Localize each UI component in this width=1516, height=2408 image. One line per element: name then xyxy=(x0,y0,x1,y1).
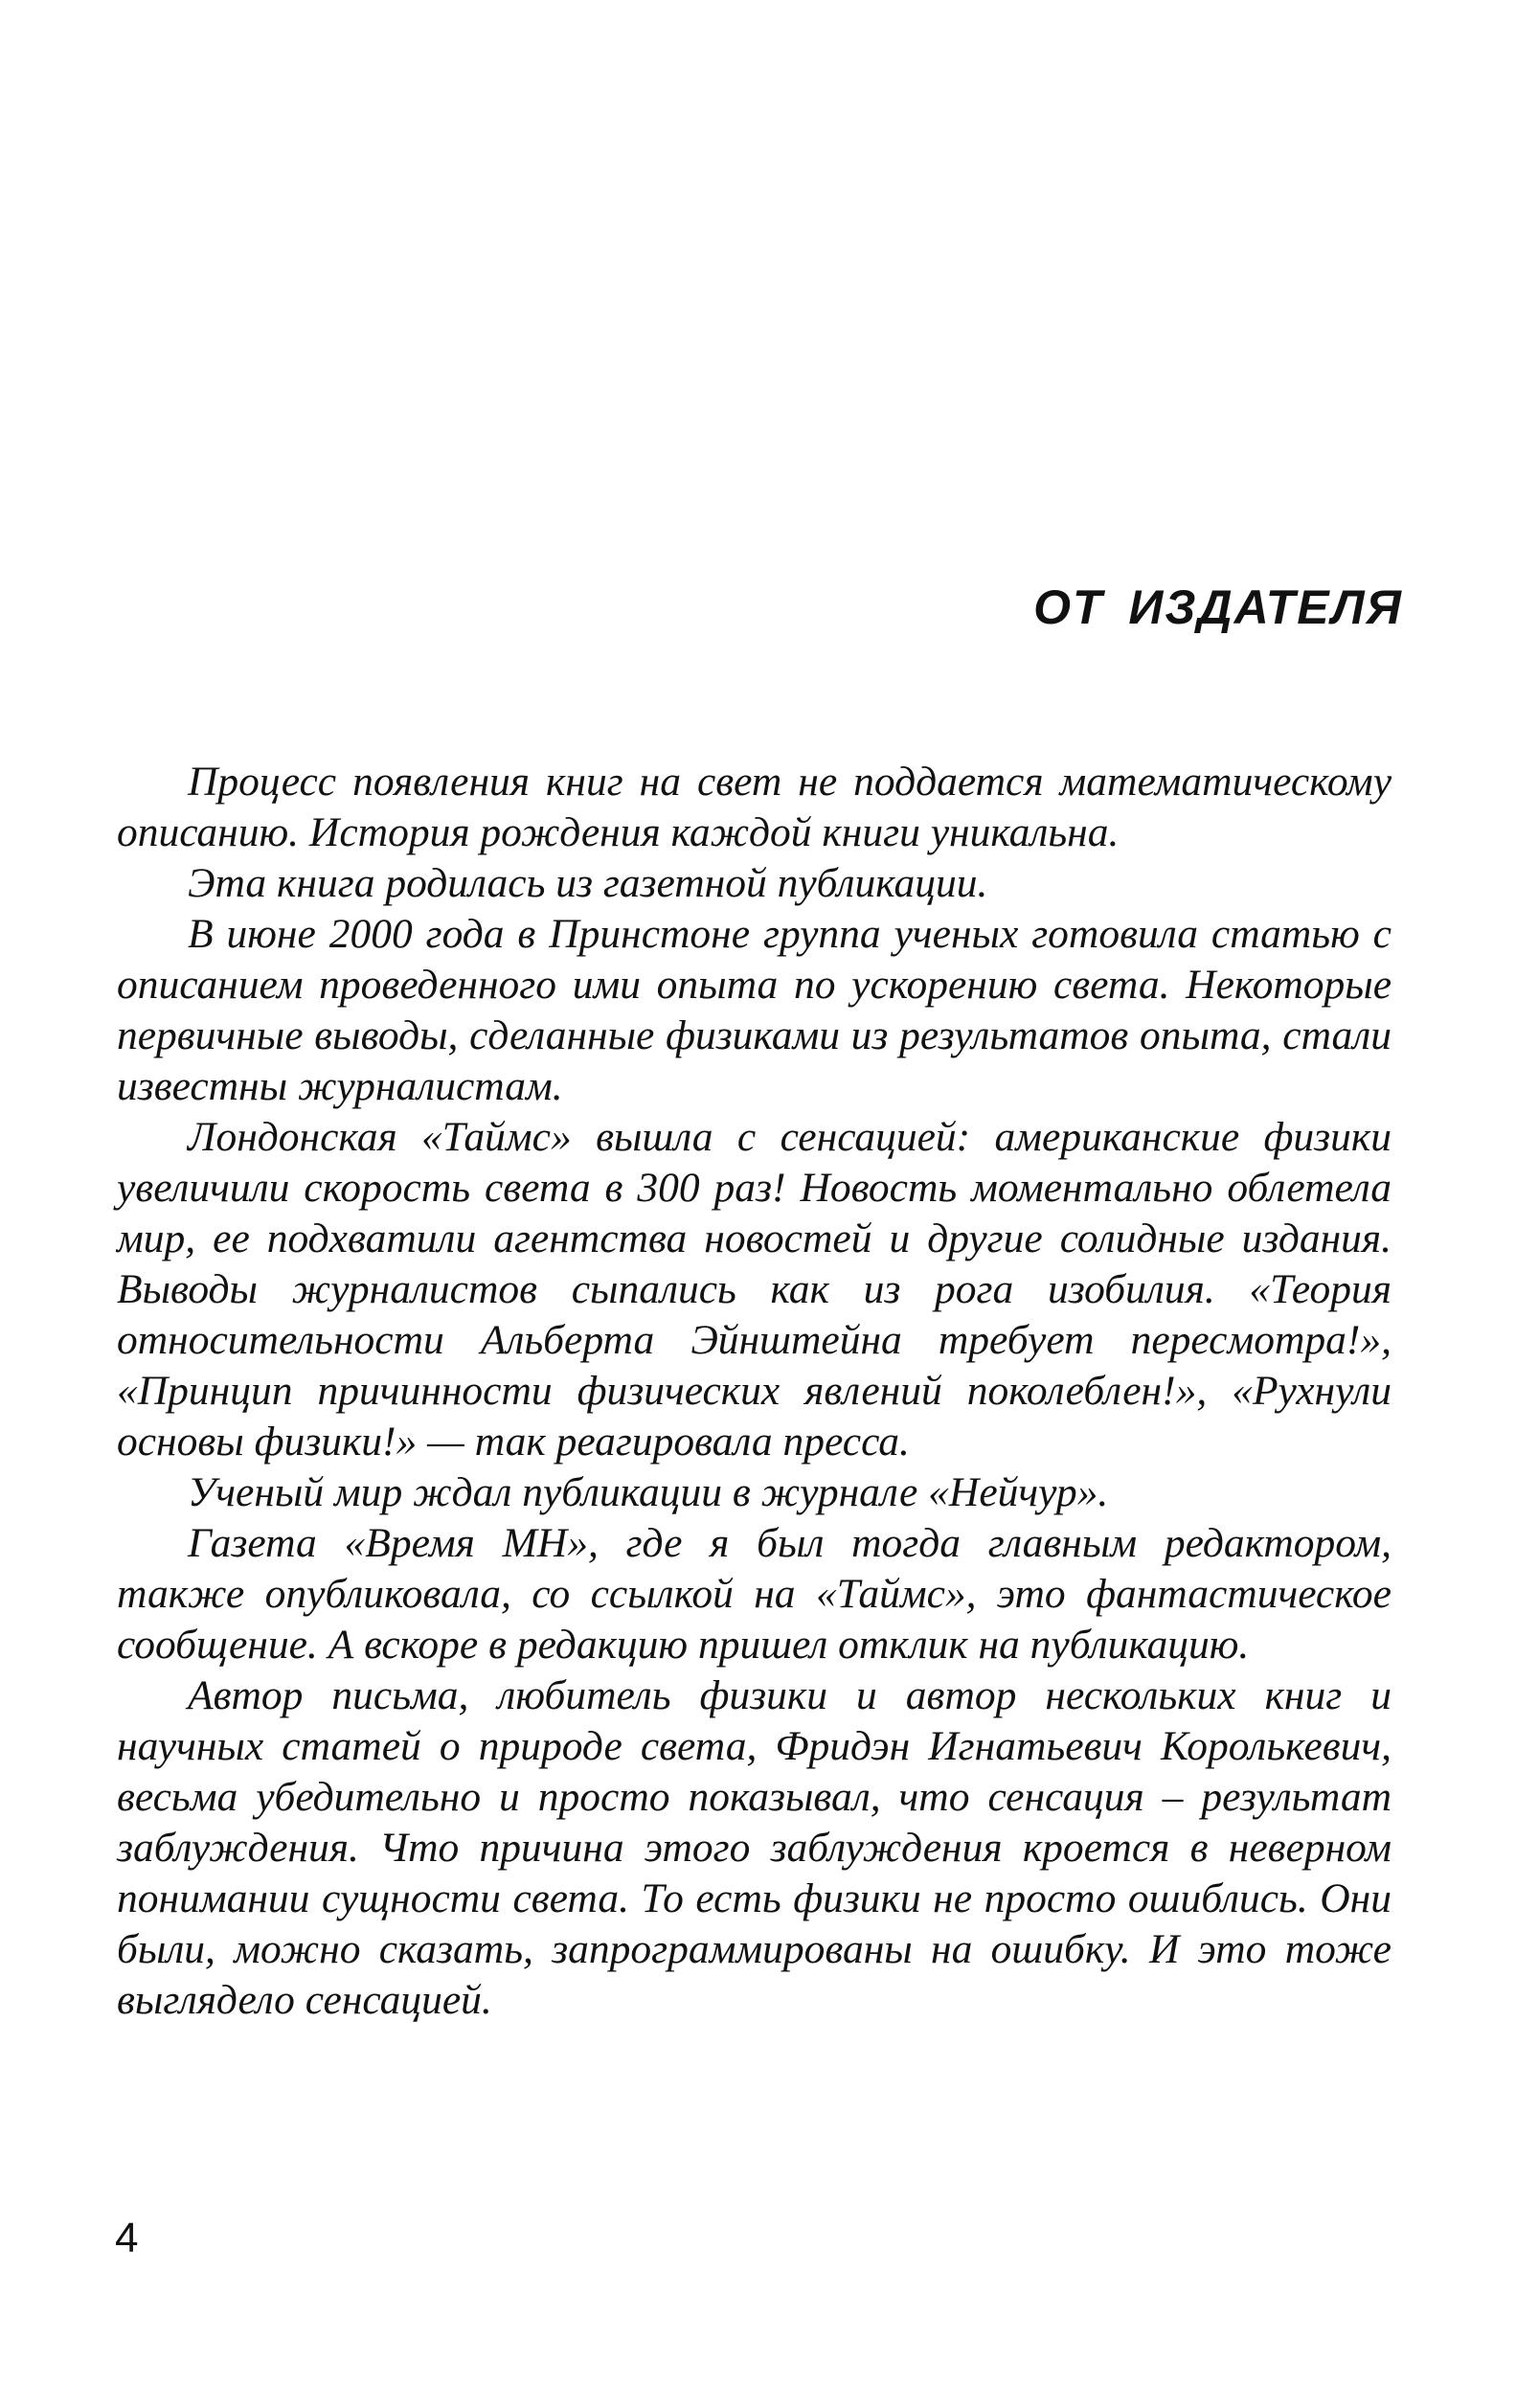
paragraph: Лондонская «Таймс» вышла с сенсацией: американские физики увеличили скорость света в 300 раз! Новость моментально облетела мир, ее подхватили агентства новостей и другие солидные издания. Выводы журналистов сыпались как из рога изобилия. «Теория относительности Альберта Эйнштейна требует пересмотра!», «Принцип причинности физических явлений поколеблен!», «Рухнули основы физики!» — так реагировала пресса. xyxy=(117,1114,1392,1465)
paragraph: Ученый мир ждал публикации в журнале «Нейчур». xyxy=(188,1469,1109,1515)
body-text xyxy=(117,757,1392,2026)
paragraph: Газета «Время МН», где я был тогда главным редактором, также опубликовала, со ссылкой на «Таймс», это фантастическое сообщение. А вскоре в редакцию пришел отклик на публикацию. xyxy=(117,1520,1392,1668)
paragraph: Автор письма, любитель физики и автор нескольких книг и научных статей о природе света, Фридэн Игнатьевич Королькевич, весьма убедительно и просто показывал, что сенсация – результат заблуждения. Что причина этого заблуждения кроется в неверном понимании сущности света. То есть физики не просто ошиблись. Они были, можно сказать, запрограммированы на ошибку. И это тоже выглядело сенсацией. xyxy=(117,1672,1392,2023)
page-number: 4 xyxy=(115,2215,139,2261)
paragraph: Эта книга родилась из газетной публикации. xyxy=(188,860,988,906)
section-heading: ОТ ИЗДАТЕЛЯ xyxy=(1033,580,1403,634)
paragraph: В июне 2000 года в Принстоне группа ученых готовила статью с описанием проведенного ими опыта по ускорению света. Некоторые первичные выводы, сделанные физиками из результатов опыта, стали известны журналистам. xyxy=(117,911,1392,1109)
paragraph: Процесс появления книг на свет не поддается математическому описанию. История рождения каждой книги уникальна. xyxy=(117,759,1392,855)
